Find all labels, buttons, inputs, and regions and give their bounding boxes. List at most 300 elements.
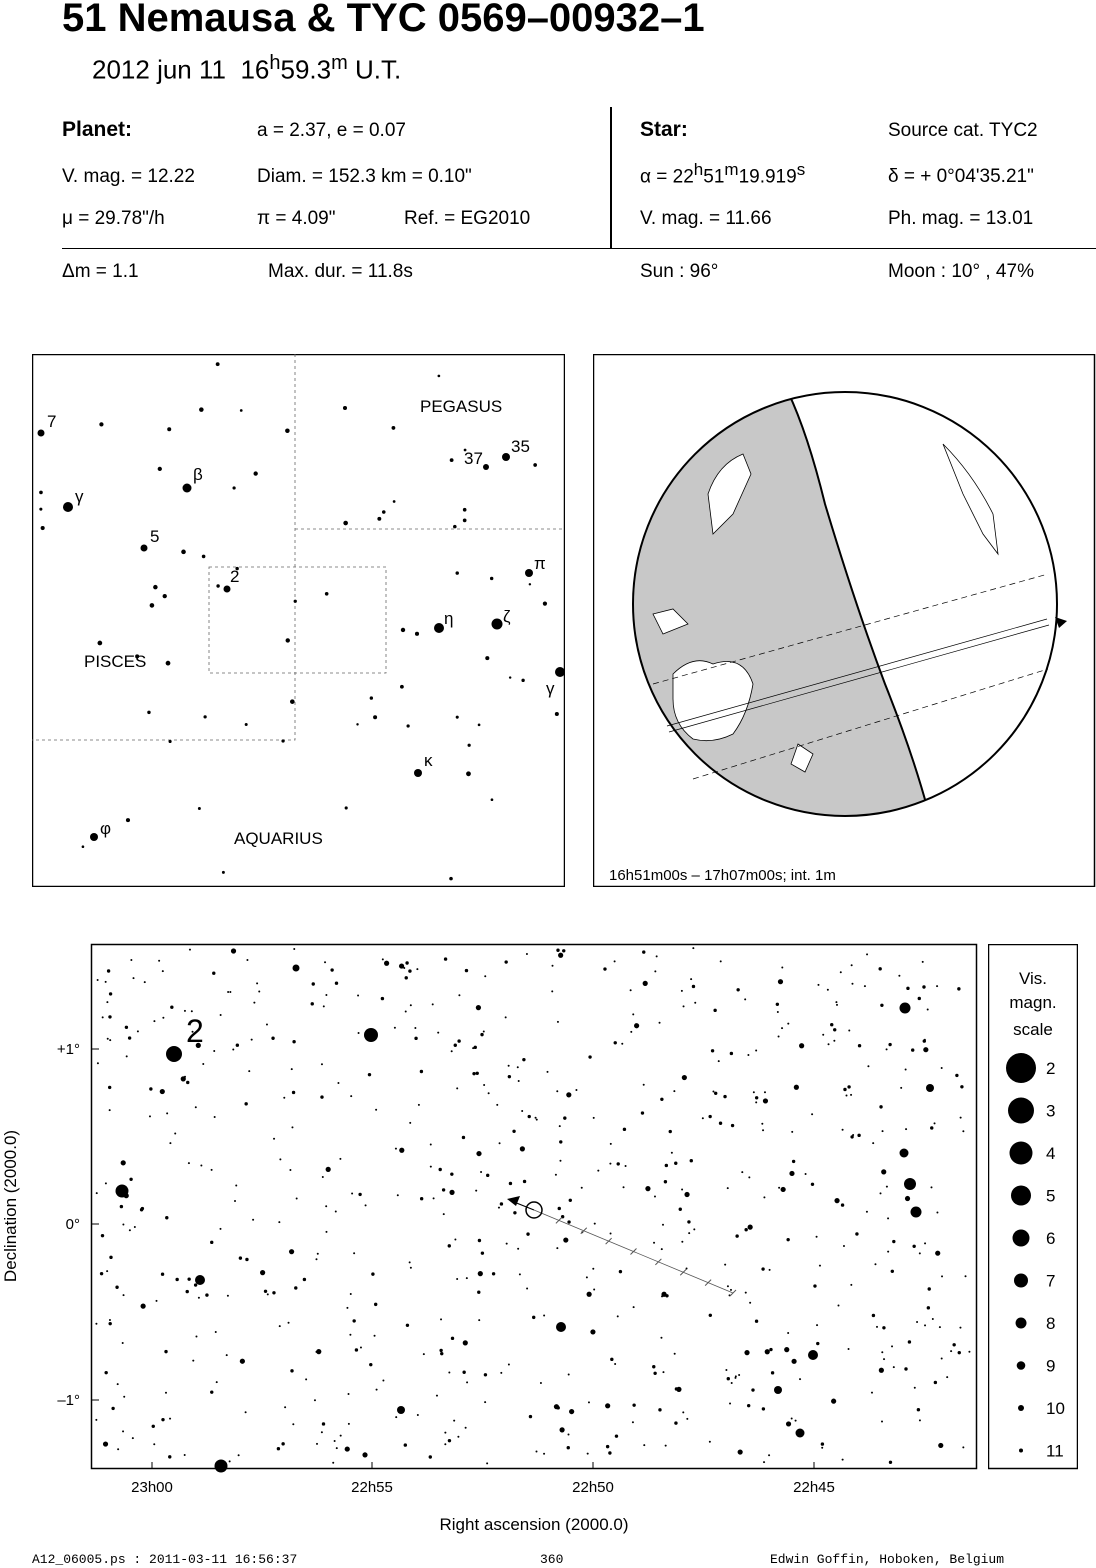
chart-star	[448, 1439, 451, 1442]
chart-star	[872, 1142, 874, 1144]
chart-star	[588, 1401, 590, 1403]
chart-star	[122, 1223, 124, 1225]
planet-ref: Ref. = EG2010	[404, 208, 531, 229]
chart-star	[488, 1092, 490, 1094]
magnitude-legend	[988, 944, 1078, 1470]
star-label-gamma-aqr: γ	[546, 679, 555, 698]
chart-star	[610, 1143, 612, 1145]
chart-star	[484, 975, 486, 977]
chart-star	[440, 1318, 442, 1320]
chart-star	[321, 1431, 323, 1433]
chart-star	[340, 1435, 342, 1437]
star-label-gamma-psc: γ	[75, 487, 84, 506]
chart-star	[395, 1148, 397, 1150]
chart-star	[621, 1043, 623, 1045]
chart-star	[360, 1347, 362, 1349]
chart-star	[374, 1335, 376, 1337]
chart-star	[547, 1071, 549, 1073]
chart-star	[936, 1211, 938, 1213]
star-label-pi: π	[534, 554, 546, 573]
chart-star	[845, 1095, 847, 1097]
chart-star	[256, 982, 258, 984]
chart-star	[405, 961, 408, 964]
chart-star	[465, 969, 468, 972]
chart-star	[605, 1403, 610, 1408]
chart-star	[433, 1197, 435, 1199]
chart-star	[126, 1055, 128, 1057]
chart-star	[559, 1427, 564, 1432]
legend-dot	[1008, 1098, 1034, 1124]
finder-frame	[33, 355, 565, 887]
chart-star	[166, 1112, 168, 1114]
chart-star	[661, 1248, 663, 1250]
chart-star	[833, 1028, 836, 1031]
chart-star	[317, 1253, 319, 1255]
chart-star	[858, 1044, 861, 1047]
star-chart	[0, 940, 980, 1540]
chart-star	[662, 1224, 664, 1226]
finder-star	[555, 667, 565, 677]
chart-star	[816, 1342, 819, 1345]
time-hours-unit: h	[269, 52, 281, 74]
chart-star	[453, 1420, 455, 1422]
chart-star	[658, 1408, 661, 1411]
finder-star	[39, 508, 42, 511]
chart-star	[708, 1115, 711, 1118]
chart-star	[245, 1411, 247, 1413]
chart-star	[709, 1441, 711, 1443]
chart-star	[117, 1383, 119, 1385]
chart-star	[745, 1292, 747, 1294]
chart-star	[686, 1418, 688, 1420]
star-ra-s-unit: s	[796, 160, 806, 179]
chart-star	[919, 1252, 921, 1254]
chart-star	[169, 1418, 171, 1420]
chart-star	[277, 1447, 280, 1450]
chart-star	[632, 1013, 634, 1015]
chart-star	[674, 1162, 677, 1165]
chart-star	[957, 987, 960, 990]
finder-star	[492, 619, 503, 630]
chart-star	[872, 1314, 875, 1317]
chart-star	[409, 1261, 411, 1263]
chart-star	[900, 1003, 911, 1014]
chart-star	[186, 1290, 189, 1293]
chart-star	[382, 1380, 384, 1382]
chart-star	[632, 1421, 634, 1423]
chart-star	[399, 963, 404, 968]
star-label-eta: η	[444, 609, 454, 628]
chart-star	[786, 1421, 791, 1426]
chart-star	[848, 1348, 850, 1350]
chart-star	[420, 1197, 423, 1200]
legend-dot	[1010, 1142, 1033, 1165]
chart-star	[593, 1117, 595, 1119]
chart-star	[394, 1027, 396, 1029]
star-label-5: 5	[150, 527, 160, 546]
chart-star	[874, 1263, 876, 1265]
chart-star	[918, 997, 921, 1000]
chart-star	[837, 1305, 839, 1307]
chart-star	[882, 1326, 885, 1329]
chart-star	[643, 1084, 645, 1086]
chart-star	[290, 1369, 293, 1372]
chart-star	[567, 1446, 570, 1449]
chart-star	[941, 1357, 943, 1359]
chart-star	[784, 1347, 789, 1352]
chart-star	[720, 960, 722, 962]
chart-star	[834, 1198, 839, 1203]
finder-star	[126, 818, 130, 822]
chart-star	[517, 1248, 519, 1250]
chart-star	[408, 969, 411, 972]
chart-star	[95, 1323, 97, 1325]
chart-star	[409, 1122, 411, 1124]
chart-star	[586, 1276, 588, 1278]
chart-star	[252, 1219, 254, 1221]
chart-star	[828, 1043, 830, 1045]
chart-star	[500, 1202, 503, 1205]
chart-star	[641, 1111, 644, 1114]
chart-star	[575, 1089, 577, 1091]
chart-star	[472, 1072, 475, 1075]
planet-orbit: a = 2.37, e = 0.07	[257, 120, 406, 141]
footer-author: Edwin Goffin, Hoboken, Belgium	[770, 1552, 1005, 1567]
chart-star	[454, 1044, 457, 1047]
planet-vmag: V. mag. = 12.22	[62, 166, 195, 187]
star-label-7: 7	[47, 412, 57, 431]
chart-star	[540, 1382, 542, 1384]
chart-star	[292, 1423, 294, 1425]
chart-star	[513, 1211, 516, 1214]
chart-star	[610, 1233, 612, 1235]
chart-star	[900, 1149, 909, 1158]
x-tick-label: 22h50	[572, 1479, 614, 1496]
chart-star	[348, 1423, 350, 1425]
chart-star	[444, 1443, 446, 1445]
chart-star	[536, 1119, 538, 1121]
chart-star	[107, 1038, 109, 1040]
chart-star	[625, 1165, 627, 1167]
delta-mag: Δm = 1.1	[62, 261, 139, 282]
chart-star	[272, 1291, 275, 1294]
chart-star	[886, 1186, 888, 1188]
chart-star	[747, 1404, 750, 1407]
chart-star	[787, 1332, 789, 1334]
chart-star	[914, 1387, 916, 1389]
chart-star	[727, 1187, 729, 1189]
chart-star	[891, 1345, 893, 1347]
footer-page: 360	[540, 1552, 564, 1567]
chart-star	[195, 1336, 197, 1338]
chart-star	[569, 1199, 572, 1202]
legend-dot	[1011, 1186, 1031, 1206]
chart-star	[365, 1204, 367, 1206]
chart-star	[210, 1241, 213, 1244]
chart-star	[617, 1162, 620, 1165]
finder-star	[393, 500, 396, 503]
chart-star	[414, 1027, 416, 1029]
chart-star	[348, 1393, 350, 1395]
chart-star	[456, 1087, 458, 1089]
finder-star	[281, 739, 284, 742]
chart-star	[917, 1408, 920, 1411]
chart-star	[102, 1016, 104, 1018]
chart-star	[326, 1167, 331, 1172]
chart-star	[397, 1406, 405, 1414]
chart-star	[769, 1348, 772, 1351]
chart-star	[892, 1240, 895, 1243]
chart-star	[439, 1168, 442, 1171]
chart-star	[132, 1437, 134, 1439]
chart-star	[345, 1446, 350, 1451]
chart-star	[747, 1054, 749, 1056]
chart-star	[296, 1198, 298, 1200]
chart-star	[876, 1326, 878, 1328]
chart-star	[762, 1129, 764, 1131]
chart-star	[608, 1451, 611, 1454]
chart-star	[905, 1196, 910, 1201]
chart-star	[932, 1318, 934, 1320]
finder-star	[90, 833, 98, 841]
chart-star	[170, 1005, 173, 1008]
chart-star	[821, 1447, 823, 1449]
chart-star	[164, 1350, 167, 1353]
legend-mag-label: 6	[1046, 1229, 1056, 1248]
chart-star	[653, 1372, 656, 1375]
chart-star	[97, 1062, 99, 1064]
chart-star	[908, 1340, 911, 1343]
chart-star	[458, 994, 460, 996]
chart-star	[791, 1417, 793, 1419]
info-divider	[610, 107, 612, 249]
chart-star	[665, 1164, 668, 1167]
constellation-aquarius: AQUARIUS	[234, 829, 323, 848]
chart-star	[281, 1442, 284, 1445]
chart-star	[619, 1270, 622, 1273]
chart-star	[289, 1249, 294, 1254]
chart-star	[946, 1376, 948, 1378]
chart-star	[158, 960, 160, 962]
legend-title-line: scale	[1013, 1020, 1053, 1039]
chart-star	[322, 1176, 324, 1178]
chart-star	[442, 1188, 445, 1191]
finder-star	[158, 467, 162, 471]
chart-star	[690, 978, 692, 980]
chart-star	[755, 1096, 758, 1099]
chart-star	[778, 1036, 780, 1038]
chart-star	[736, 988, 739, 991]
chart-star	[587, 1292, 592, 1297]
finder-star	[382, 510, 386, 514]
chart-star	[898, 975, 900, 977]
finder-star	[153, 585, 157, 589]
chart-star	[144, 981, 146, 983]
legend-dot	[1013, 1230, 1030, 1247]
finder-star	[98, 641, 103, 646]
chart-star	[958, 1351, 961, 1354]
chart-star	[316, 1443, 318, 1445]
chart-star	[556, 1247, 558, 1249]
chart-star	[556, 1090, 558, 1092]
chart-star	[887, 1251, 889, 1253]
chart-star	[558, 953, 563, 958]
chart-star	[108, 1015, 111, 1018]
chart-star	[122, 1342, 124, 1344]
chart-star	[952, 1343, 955, 1346]
chart-star	[215, 1460, 228, 1473]
chart-star	[765, 1349, 770, 1354]
chart-star	[198, 1297, 200, 1299]
chart-star	[789, 1171, 794, 1176]
finder-star	[198, 807, 201, 810]
chart-star	[325, 1231, 327, 1233]
chart-star	[851, 983, 853, 985]
chart-star	[796, 1429, 805, 1438]
chart-star	[219, 1228, 221, 1230]
chart-star	[562, 949, 565, 952]
chart-star	[443, 1213, 445, 1215]
chart-star	[165, 1216, 168, 1219]
chart-star	[384, 961, 389, 966]
chart-star	[683, 1005, 685, 1007]
chart-star	[457, 1436, 459, 1438]
finder-star	[415, 632, 419, 636]
chart-star	[748, 1225, 753, 1230]
chart-star	[930, 1126, 933, 1129]
chart-star	[568, 1433, 570, 1435]
chart-star	[215, 1331, 217, 1333]
finder-star	[483, 464, 489, 470]
chart-star	[305, 1378, 307, 1380]
finder-star	[294, 600, 297, 603]
chart-star	[463, 1340, 468, 1345]
finder-star	[525, 569, 533, 577]
chart-star	[684, 1192, 689, 1197]
chart-star	[229, 1460, 231, 1462]
chart-star	[615, 1434, 618, 1437]
chart-star	[962, 1446, 964, 1448]
chart-star	[122, 1430, 124, 1432]
chart-star	[200, 1165, 202, 1167]
chart-star	[508, 1065, 510, 1067]
chart-star	[830, 1023, 833, 1026]
chart-star	[476, 1072, 479, 1075]
chart-star	[153, 1020, 155, 1022]
finder-star	[449, 877, 453, 881]
chart-star	[652, 1365, 655, 1368]
chart-star	[279, 1158, 281, 1160]
chart-star	[508, 1364, 510, 1366]
chart-star	[288, 1322, 290, 1324]
chart-star	[568, 1373, 570, 1375]
legend-mag-label: 2	[1046, 1059, 1056, 1078]
chart-star	[711, 1049, 714, 1052]
chart-star	[866, 953, 868, 955]
chart-star	[322, 1422, 325, 1425]
finder-star	[521, 679, 524, 682]
chart-star	[960, 1085, 963, 1088]
chart-star	[483, 1030, 485, 1032]
time-hours: 16	[240, 54, 270, 85]
finder-star	[245, 723, 248, 726]
chart-star	[674, 1353, 676, 1355]
chart-star	[244, 1102, 247, 1105]
chart-star	[819, 1265, 821, 1267]
chart-star	[175, 1278, 178, 1281]
chart-star	[236, 1043, 239, 1046]
chart-star	[181, 1076, 186, 1081]
chart-star	[559, 1125, 561, 1127]
chart-star	[889, 1461, 892, 1464]
finder-star	[343, 521, 348, 526]
chart-star	[557, 1406, 560, 1409]
chart-star	[724, 1264, 726, 1266]
legend-dot	[1019, 1449, 1023, 1453]
chart-star	[96, 1192, 98, 1194]
star-vmag: V. mag. = 11.66	[640, 208, 772, 229]
chart-star	[928, 1287, 931, 1290]
star-source: Source cat. TYC2	[888, 120, 1038, 141]
chart-star	[519, 1273, 521, 1275]
chart-star	[555, 1174, 557, 1176]
chart-star	[505, 1016, 507, 1018]
chart-star	[851, 964, 853, 966]
finder-star	[150, 603, 155, 608]
chart-star	[922, 961, 924, 963]
chart-star	[955, 1074, 958, 1077]
info-rule	[62, 248, 1096, 249]
chart-star	[881, 1169, 886, 1174]
chart-star	[569, 1409, 574, 1414]
chart-star	[105, 981, 107, 983]
chart-star	[888, 1043, 891, 1046]
chart-star	[101, 1234, 104, 1237]
chart-star	[927, 1306, 930, 1309]
finder-star	[233, 486, 236, 489]
chart-star	[504, 960, 507, 963]
chart-star	[405, 976, 408, 979]
chart-star	[719, 1122, 722, 1125]
chart-star	[134, 1226, 136, 1228]
chart-star	[108, 1086, 111, 1089]
finder-star	[400, 685, 404, 689]
chart-star	[791, 1359, 796, 1364]
chart-star	[416, 968, 418, 970]
chart-star	[623, 1128, 626, 1131]
chart-star	[630, 989, 632, 991]
chart-star	[926, 1084, 934, 1092]
chart-star	[880, 1004, 883, 1007]
chart-star	[581, 1187, 583, 1189]
chart-star	[229, 991, 231, 993]
finder-star	[325, 592, 329, 596]
finder-star	[509, 676, 511, 678]
finder-star	[463, 519, 467, 523]
chart-star	[692, 947, 694, 949]
chart-star	[842, 1129, 844, 1131]
chart-star	[216, 1381, 218, 1383]
chart-star	[346, 1307, 348, 1309]
chart-star	[476, 1005, 481, 1010]
chart-star	[552, 965, 554, 967]
chart-star	[382, 958, 384, 960]
chart-star	[822, 1034, 824, 1036]
finder-star	[240, 409, 243, 412]
chart-star	[355, 1348, 358, 1351]
chart-star	[566, 1092, 571, 1097]
chart-star	[486, 1462, 488, 1464]
